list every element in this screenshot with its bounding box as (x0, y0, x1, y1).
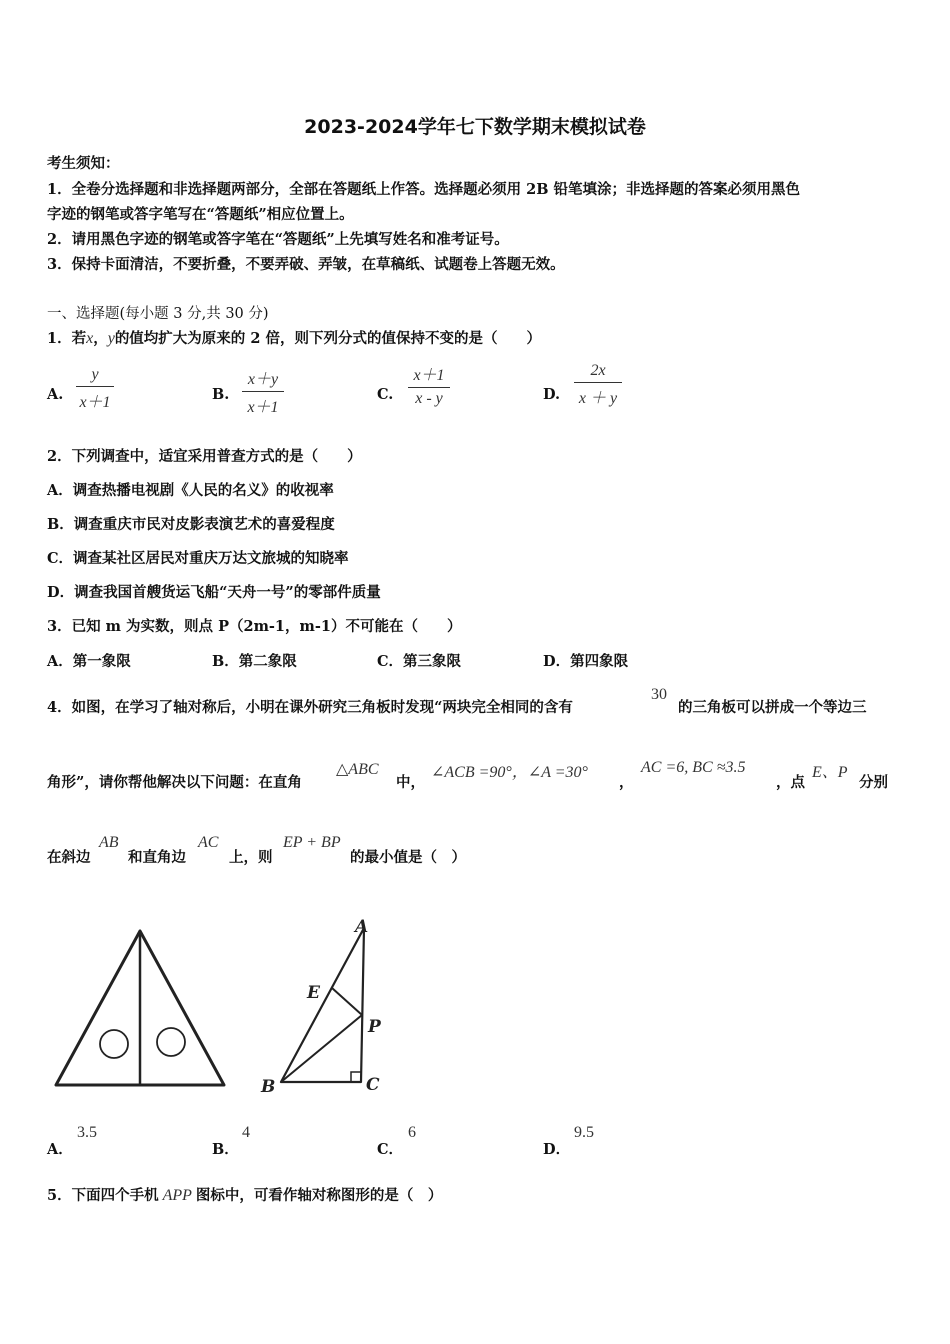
notice-line-3: 3．保持卡面清洁，不要折叠，不要弄破、弄皱，在草稿纸、试题卷上答题无效。 (47, 256, 565, 273)
q4-option-c-label: C． (377, 1141, 404, 1158)
figure-label-p: P (368, 1017, 381, 1037)
q4-expression: EP + BP (283, 834, 341, 851)
q4-option-a-label: A． (47, 1141, 73, 1158)
section-heading: 一、选择题(每小题 3 分,共 30 分) (47, 306, 269, 322)
q4-angle-conditions: ∠ACB =90°，∠A =30° (431, 764, 588, 781)
q4-line-1a: 4．如图，在学习了轴对称后，小明在课外研究三角板时发现“两块完全相同的含有 (47, 699, 573, 716)
q4-line-2e: 分别 (859, 774, 888, 791)
q2-option-a: A．调查热播电视剧《人民的名义》的收视率 (47, 482, 334, 499)
q4-leg-ac: AC (198, 834, 219, 851)
figure-right-triangle-abc (255, 912, 395, 1102)
q4-line-1b: 的三角板可以拼成一个等边三 (678, 699, 867, 716)
q4-line-2c: ， (619, 774, 634, 791)
q1-option-a-fraction: $\frac{y}{x+1}$ (76, 366, 114, 412)
q1-option-a-label: A. (47, 386, 64, 403)
q4-option-d-value: 9.5 (574, 1124, 594, 1141)
q4-option-d-label: D． (543, 1141, 571, 1158)
q3-option-d: D．第四象限 (543, 653, 629, 670)
notice-heading: 考生须知： (47, 155, 120, 172)
q4-line-2a: 角形”，请你帮他解决以下问题：在直角 (47, 774, 302, 791)
q1-stem: 1．若x，y的值均扩大为原来的 2 倍，则下列分式的值保持不变的是（ ） (47, 330, 541, 347)
q4-points-ep: E、P (812, 764, 848, 781)
q1-option-d-label: D. (543, 386, 561, 403)
q4-option-c-value: 6 (408, 1124, 416, 1141)
q2-stem: 2．下列调查中，适宜采用普查方式的是（ ） (47, 448, 362, 465)
q1-option-d-fraction: $\frac{2x}{x + y}$ (574, 362, 622, 408)
figure-label-b: B (261, 1077, 276, 1097)
q4-option-b-label: B． (212, 1141, 239, 1158)
q2-option-c: C．调查某社区居民对重庆万达文旅城的知晓率 (47, 550, 349, 567)
figure-equilateral-set-squares (50, 925, 230, 1090)
figure-label-a: A (355, 917, 369, 937)
q3-stem: 3．已知 m 为实数，则点 P（2m-1，m-1）不可能在（ ） (47, 618, 462, 635)
q2-option-d: D．调查我国首艘货运飞船“天舟一号”的零部件质量 (47, 584, 381, 601)
q4-line-3c: 上，则 (229, 849, 273, 866)
q4-line-2b: 中， (396, 774, 425, 791)
q1-option-c-label: C. (377, 386, 394, 403)
q3-option-b: B．第二象限 (212, 653, 297, 670)
q4-line-2d: ，点 (776, 774, 805, 791)
q4-option-a-value: 3.5 (77, 1124, 97, 1141)
q1-option-b-fraction: $\frac{x+y}{x+1}$ (242, 366, 284, 417)
q3-option-c: C．第三象限 (377, 653, 462, 670)
q4-option-b-value: 4 (242, 1124, 250, 1141)
notice-line-1a: 1．全卷分选择题和非选择题两部分，全部在答题纸上作答。选择题必须用 2B 铅笔填涂；非选择题的答案必须用黑色 (47, 181, 801, 198)
q3-option-a: A．第一象限 (47, 653, 131, 670)
notice-line-1b: 字迹的钢笔或答字笔写在“答题纸”相应位置上。 (47, 206, 354, 223)
q5-stem: 5．下面四个手机 APP 图标中，可看作轴对称图形的是（ ） (47, 1187, 443, 1204)
q2-option-b: B．调查重庆市民对皮影表演艺术的喜爱程度 (47, 516, 335, 533)
q4-hypotenuse-ab: AB (99, 834, 119, 851)
q4-line-3b: 和直角边 (128, 849, 186, 866)
q4-line-3d: 的最小值是（ ） (350, 849, 466, 866)
figure-label-e: E (307, 983, 320, 1003)
notice-line-2: 2．请用黑色字迹的钢笔或答字笔在“答题纸”上先填写姓名和准考证号。 (47, 231, 509, 248)
q4-triangle-abc: △ABC (336, 761, 379, 778)
q1-option-b-label: B. (212, 386, 230, 403)
page-title: 2023-2024学年七下数学期末模拟试卷 (304, 116, 646, 138)
q4-angle-30: 30 (651, 686, 667, 703)
figure-label-c: C (366, 1075, 380, 1095)
q4-side-lengths: AC =6, BC ≈3.5 (641, 759, 746, 776)
q4-line-3a: 在斜边 (47, 849, 91, 866)
q1-option-c-fraction: $\frac{x+1}{x - y}$ (408, 362, 450, 408)
